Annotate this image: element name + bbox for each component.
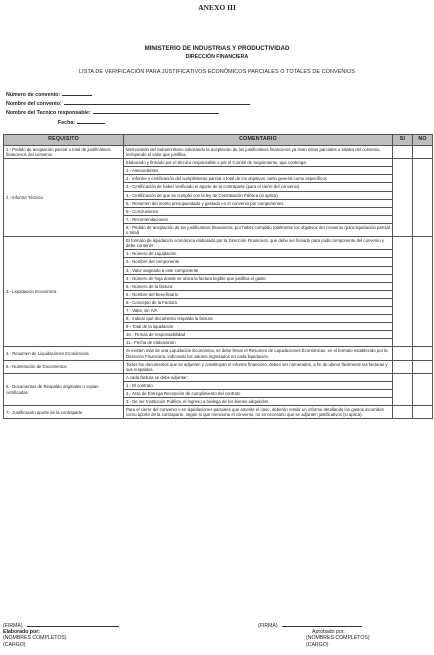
ministry-name: MINISTERIO DE INDUSTRIAS Y PRODUCTIVIDAD [144, 45, 290, 52]
comentario-cell: 8.- Indicar qué documento respalda la factura [124, 315, 393, 323]
signature-aprobado [258, 621, 370, 648]
column-header-comentario: COMENTARIO [124, 135, 393, 146]
checklist-table [3, 134, 432, 419]
table-row [4, 146, 433, 159]
check-cell-si[interactable] [393, 406, 413, 419]
signature-elaborado [3, 621, 119, 648]
comentario-cell: A cada factura se debe adjuntar: [124, 373, 393, 381]
comentario-cell: 1.- El contrato [124, 381, 393, 389]
signature-title: Elaborado por: [3, 629, 40, 636]
field-nombre-convenio [6, 99, 250, 107]
comentario-cell: 1.- Antecedentes [124, 167, 393, 175]
table-row [4, 373, 433, 381]
comentario-cell: Para el cierre del convenio o en liquidaciones parciales que amerite el caso, deberán remitir un informe detallando los gastos incurridos como aporte de la contraparte, según lo que menciona el convenio, no es necesario que se adjunten justificativos (si aplica). [124, 406, 393, 419]
comentario-cell: 3.- Certificación de haber verificado el aporte de la contraparte (para el cierre del convenio) [124, 183, 393, 191]
comentario-cell: 6.- Concepto de la Factura [124, 298, 393, 306]
signature-line [282, 621, 362, 627]
requisito-cell: 7.- Justificación aporte de la contraparte [4, 406, 124, 419]
requisito-cell: 1.- Pedido de aceptación parcial o total de justificativos financieros del convenio [4, 146, 124, 159]
signature-title: Aprobado por: [312, 629, 345, 636]
table-row [4, 406, 433, 419]
comentario-cell: 4.- Certificación de que se cumplió con la ley de Contratación Pública (si aplica) [124, 191, 393, 199]
comentario-cell: Si existen más de una Liquidación Económica, se debe llenar el Resumen de Liquidaciones Económicas, en el formato establecido por la Dirección Financiera, indicando los valores ingresados en cada liquidación. [124, 347, 393, 360]
column-header-requisito: REQUISITO [4, 135, 124, 146]
comentario-cell: 5.- Número de la factura [124, 282, 393, 290]
comentario-cell: 4.- Número de hoja donde se ubica la factura legible que justifica el gasto [124, 274, 393, 282]
comentario-cell: 8.- Pedido de aceptación de los justificativos financieros, por haber cumplido totalmente los objetivos del convenio (para liquidación parcial o total) [124, 223, 393, 236]
check-cell-no[interactable] [413, 406, 433, 419]
check-cell-no[interactable] [413, 360, 433, 373]
comentario-cell: 2.- Acta de Entrega Recepción de cumplimiento del contrato [124, 390, 393, 398]
check-cell-no[interactable] [413, 146, 433, 159]
comentario-cell: 10.- Firmas de responsabilidad [124, 331, 393, 339]
check-cell-si[interactable] [393, 360, 413, 373]
check-cell-si[interactable] [393, 159, 413, 237]
signature-nombres: (NOMBRES COMPLETOS) [3, 635, 67, 642]
requisito-cell: 2.- Informe Técnico [4, 159, 124, 237]
comentario-cell: 6.- Conclusiones [124, 207, 393, 215]
table-row [4, 347, 433, 360]
fill-line [93, 108, 219, 114]
comentario-cell: 2.- Informe y certificación del cumplimiento parcial o total de los objetivos, tanto general como específicos [124, 175, 393, 183]
requisito-cell: 3.- Liquidación Económica [4, 237, 124, 347]
checklist-rows [4, 146, 433, 419]
comentario-cell: 9.- Total de la liquidación [124, 323, 393, 331]
document-title: LISTA DE VERIFICACIÓN PARA JUSTIFICATIVOS ECONÓMICOS PARCIALES O TOTALES DE CONVENIOS [79, 69, 355, 75]
table-row [4, 237, 433, 250]
field-label: Nombre del convenio: [6, 101, 62, 107]
fill-line [77, 118, 105, 124]
field-numero-convenio [6, 90, 92, 98]
requisito-cell: 6.- Documentos de Respaldo originales o copias certificadas [4, 373, 124, 405]
fill-line [64, 99, 250, 105]
comentario-cell: Todos los documentos que se adjunten y constituyan el informe financiero, deben ser numerados, a fin de ubicar fácilmente las facturas y sus respaldos. [124, 360, 393, 373]
field-label: Fecha: [58, 120, 76, 126]
column-header-si: SI [393, 135, 413, 146]
comentario-cell: 3.- De ser Institución Pública, el ingreso a bodega de los bienes adquiridos [124, 398, 393, 406]
table-row [4, 360, 433, 373]
field-fecha [6, 118, 105, 126]
table-row [4, 159, 433, 167]
annex-title: ANEXO III [198, 3, 236, 12]
field-nombre-tecnico [6, 108, 219, 116]
requisito-cell: 5.- Numeración de Documentos [4, 360, 124, 373]
check-cell-no[interactable] [413, 159, 433, 237]
fill-line [62, 90, 92, 96]
comentario-cell: 5.- Nombre del Beneficiario [124, 290, 393, 298]
field-label: Nombre del Tecnico responsable: [6, 110, 91, 116]
check-cell-si[interactable] [393, 373, 413, 405]
signature-firma: (FIRMA) [3, 623, 23, 629]
comentario-cell: Elaborado y firmado por el técnico responsable o por el Comité de Seguimiento, que contenga: [124, 159, 393, 167]
comentario-cell: 1.- Número de Liquidación [124, 250, 393, 258]
check-cell-no[interactable] [413, 373, 433, 405]
check-cell-si[interactable] [393, 347, 413, 360]
comentario-cell: El formato de liquidación económica elaborado por la Dirección Financiera, que debe ser llenado para cada componente del convenio y debe contener: [124, 237, 393, 250]
check-cell-si[interactable] [393, 146, 413, 159]
signature-cargo: (CARGO) [3, 641, 26, 648]
signature-line [27, 621, 119, 627]
comentario-cell: 7.- Recomendaciones [124, 215, 393, 223]
signature-cargo: (CARGO) [306, 641, 329, 648]
check-cell-si[interactable] [393, 237, 413, 347]
column-header-no: NO [413, 135, 433, 146]
comentario-cell: 3.- Valor asignado a este componente [124, 266, 393, 274]
check-cell-no[interactable] [413, 347, 433, 360]
signature-nombres: (NOMBRES COMPLETOS) [306, 635, 370, 642]
signature-firma: (FIRMA) [258, 623, 278, 629]
field-label: Número de convenio: [6, 92, 61, 98]
comentario-cell: Memorando del Subsecretario solicitando la aceptación de los justificativos financieros ya sean estos parciales o totales del convenio, incluyendo el valor que justifica. [124, 146, 393, 159]
comentario-cell: 2.- Nombre del componente [124, 258, 393, 266]
check-cell-no[interactable] [413, 237, 433, 347]
comentario-cell: 11.- Fecha de elaboración [124, 339, 393, 347]
requisito-cell: 4.- Resumen de Liquidaciones Económicas [4, 347, 124, 360]
comentario-cell: 7.- Valor, sin IVA [124, 306, 393, 314]
comentario-cell: 5.- Resumen del monto presupuestado y gastado en el convenio por componentes [124, 199, 393, 207]
department-name: DIRECCIÓN FINANCIERA [185, 54, 249, 60]
